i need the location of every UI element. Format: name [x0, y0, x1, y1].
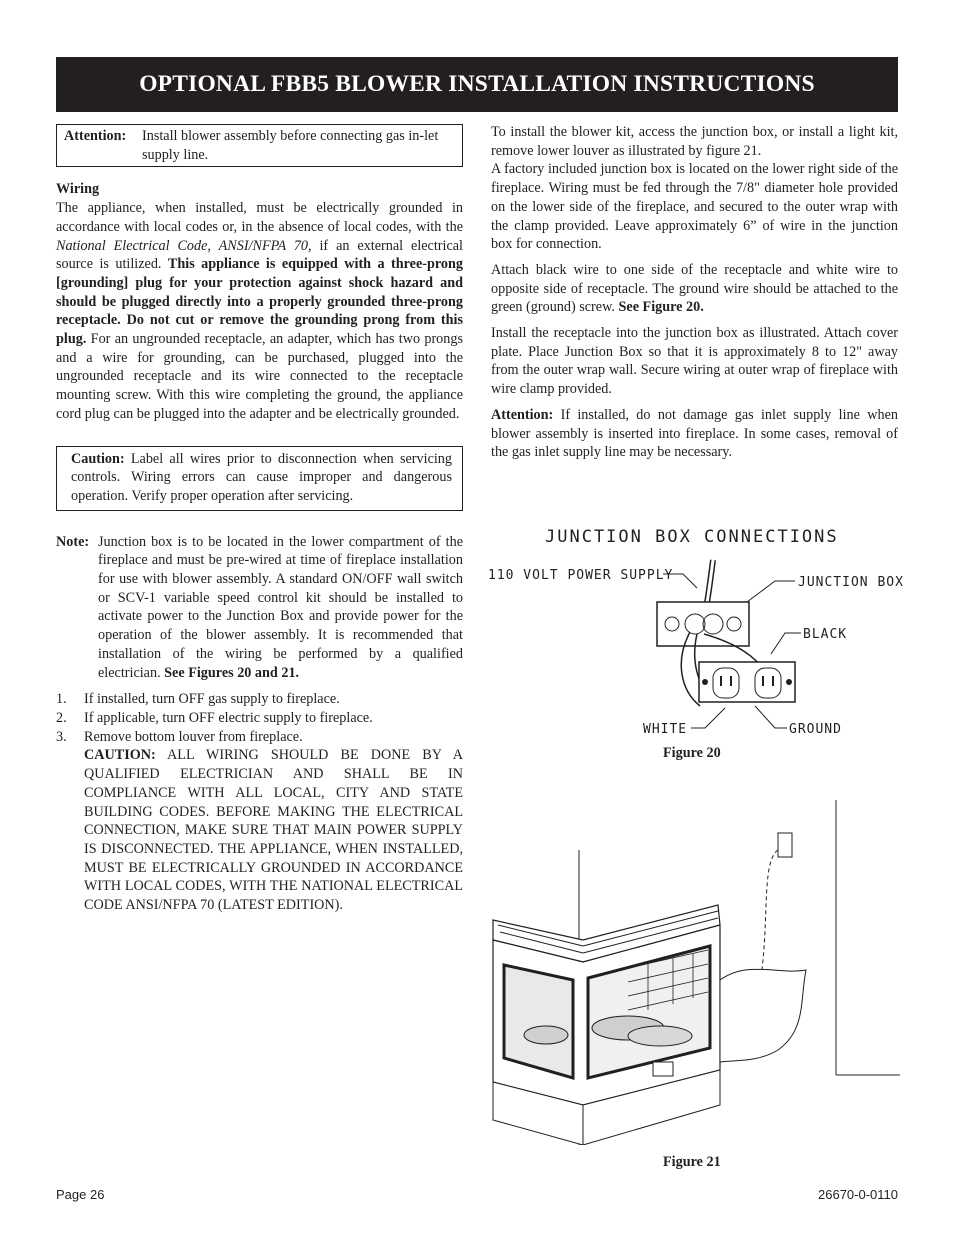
label-ground: GROUND — [789, 722, 842, 737]
document-number: 26670-0-0110 — [818, 1187, 898, 1202]
wiring-heading: Wiring — [56, 181, 100, 198]
list-item: 3. Remove bottom louver from fireplace. — [56, 728, 303, 745]
right-paragraph-2: A factory included junction box is located on the lower right side of the fireplace. Wiring must be fed through the 7/8" diameter hole provided on the lower side of the fireplace, and secured to the outer wrap with the clamp provided. Leave approximately 6” of wire in the junction box for connection. — [491, 161, 898, 253]
figure-20-caption: Figure 20 — [663, 745, 721, 761]
figure-20-title: JUNCTION BOX CONNECTIONS — [545, 527, 839, 547]
label-power-supply: 110 VOLT POWER SUPPLY — [488, 568, 674, 583]
attention-text: Install blower assembly before connecting gas in-let supply line. — [142, 128, 439, 163]
wall-outlet — [778, 833, 792, 857]
caution-box — [56, 446, 463, 511]
label-black: BLACK — [803, 627, 848, 642]
wiring-paragraph: The appliance, when installed, must be electrically grounded in accordance with local codes or, in the absence of local codes, with the National Electrical Code, ANSI/NFPA 70, if an external electrical source is utilized. This appliance is equipped with a three-prong [grounding] plug for your protection against shock hazard and should be plugged directly into a properly grounded three-prong receptacle. Do not cut or remove the grounding prong from this plug. For an ungrounded receptacle, an adapter, which has two prongs and a wire for grounding, can be purchased, plugged into the ungrounded receptacle and its wire connected to the receptacle mounting screw. With this wire completing the ground, the appliance cord plug can be plugged into the adapter and be electrically grounded. — [56, 200, 464, 422]
page-title: OPTIONAL FBB5 BLOWER INSTALLATION INSTRUCTIONS — [139, 71, 815, 97]
figure-21-caption: Figure 21 — [663, 1154, 721, 1170]
left-column — [56, 124, 463, 915]
figure-20-junction-box-diagram — [485, 520, 905, 745]
right-column — [491, 123, 898, 469]
right-paragraph-4: Install the receptacle into the junction box as illustrated. Attach cover plate. Place Junction Box so that it is approximately 8 to 12" away from the outer wrap wall. Secure wiring at outer wrap of fireplace with wire clamp provided. — [491, 325, 898, 398]
attention-label: Attention: — [64, 128, 127, 144]
page-number: Page 26 — [56, 1187, 105, 1202]
right-paragraph-1: To install the blower kit, access the junction box, or install a light kit, remove lower louver as illustrated by figure 21. — [491, 124, 898, 159]
note-label: Note: — [56, 533, 90, 550]
steps-list — [56, 690, 463, 746]
list-item: 1. If installed, turn OFF gas supply to fireplace. — [56, 691, 340, 708]
right-paragraph-5: Attention: If installed, do not damage gas inlet supply line when blower assembly is inserted into fireplace. In some cases, removal of the gas inlet supply line may be necessary. — [491, 406, 898, 461]
page-title-bar — [56, 57, 898, 112]
right-paragraph-3: Attach black wire to one side of the receptacle and white wire to opposite side of receptacle. The ground wire should be attached to the green (ground) screw. See Figure 20. — [491, 261, 898, 316]
list-item: 2. If applicable, turn OFF electric supply to fireplace. — [56, 709, 373, 726]
note-text: Junction box is to be located in the lower compartment of the fireplace and must be pre-wired at time of fireplace installation for use with blower assembly. A standard ON/OFF wall switch or SCV-1 variable speed control kit should be installed to activate power to the Junction Box and provide power for the operation of the blower assembly. It is recommended that installation of the wiring be performed by a qualified electrician. See Figures 20 and 21. — [98, 533, 463, 681]
caution-label: Caution: — [71, 450, 125, 467]
note — [56, 533, 463, 683]
caution-text: Label all wires prior to disconnection when servicing controls. Wiring errors can cause improper and dangerous operation. Verify proper operation after servicing. — [71, 450, 452, 504]
figure-21-fireplace-illustration — [488, 800, 900, 1145]
label-junction-box: JUNCTION BOX — [798, 575, 904, 590]
caution-caps-block: CAUTION: ALL WIRING SHOULD BE DONE BY A QUALIFIED ELECTRICIAN AND SHALL BE IN COMPLIANCE WITH ALL LOCAL, CITY AND STATE BUILDING CODES. BEFORE MAKING THE ELECTRICAL CONNECTION, MAKE SURE THAT MAIN POWER SUPPLY IS DISCONNECTED. THE APPLIANCE, WHEN INSTALLED, MUST BE ELECTRICALLY GROUNDED IN ACCORDANCE WITH LOCAL CODES, WITH THE NATIONAL ELECTRICAL CODE ANSI/NFPA 70 (LATEST EDITION). — [84, 747, 463, 914]
attention-box — [56, 124, 463, 167]
label-white: WHITE — [643, 722, 688, 737]
